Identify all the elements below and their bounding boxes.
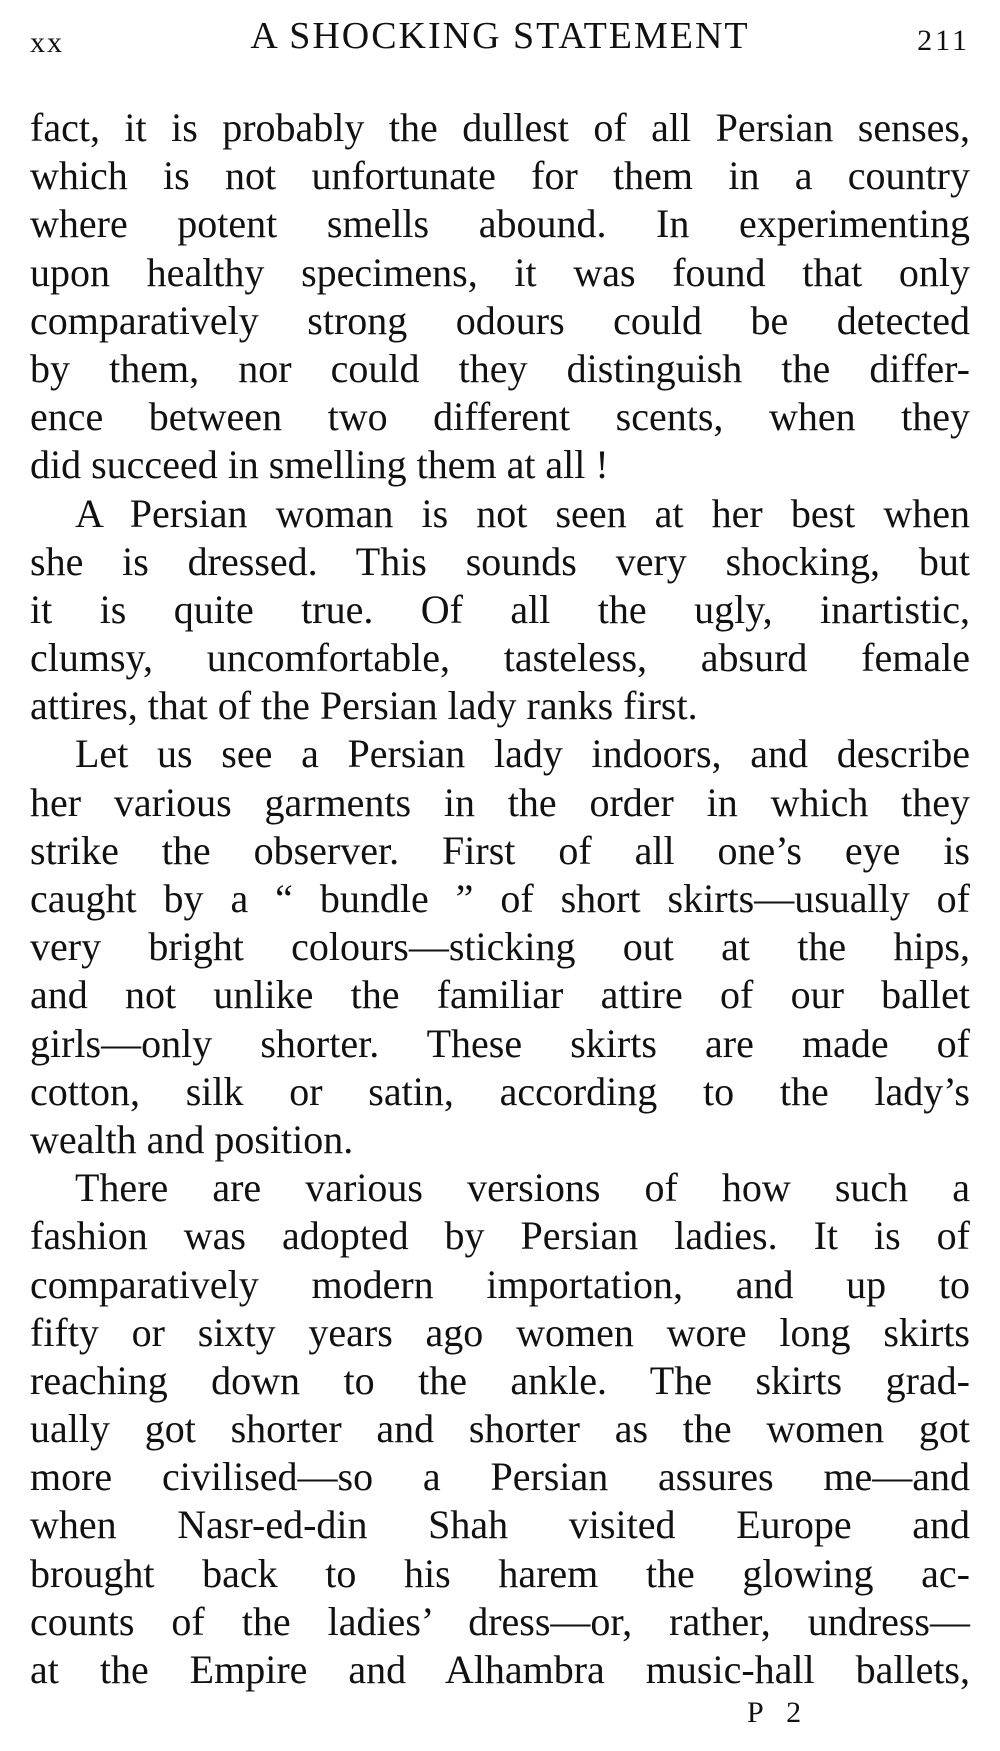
text-line: when Nasr-ed-din Shah visited Europe and — [30, 1502, 970, 1548]
text-line: fact, it is probably the dullest of all Persian senses, — [30, 105, 970, 150]
text-line: A Persian woman is not seen at her best when — [75, 490, 970, 536]
text-line: cotton, silk or satin, according to the lady’s — [30, 1068, 970, 1114]
text-line: more civilised—so a Persian assures me—and — [30, 1454, 970, 1500]
text-line: girls—only shorter. These skirts are made of — [30, 1020, 970, 1066]
text-line: very bright colours—sticking out at the hips, — [30, 924, 970, 970]
text-line: at the Empire and Alhambra music-hall ballets, — [30, 1647, 970, 1692]
text-line: attires, that of the Persian lady ranks first. — [30, 683, 698, 729]
text-line: clumsy, uncomfortable, tasteless, absurd female — [30, 635, 970, 681]
text-line: wealth and position. — [30, 1116, 354, 1162]
text-line: upon healthy specimens, it was found that only — [30, 249, 970, 295]
signature-mark: xx — [30, 26, 64, 59]
text-line: ence between two different scents, when they — [30, 394, 970, 440]
text-line: fashion was adopted by Persian ladies. It is of — [30, 1213, 970, 1259]
text-line: strike the observer. First of all one’s eye is — [30, 827, 970, 873]
text-line: There are various versions of how such a — [75, 1165, 970, 1211]
running-head — [30, 14, 970, 74]
text-line: by them, nor could they distinguish the differ- — [30, 345, 970, 391]
text-line: comparatively strong odours could be detected — [30, 297, 970, 343]
text-line: did succeed in smelling them at all ! — [30, 442, 609, 488]
text-line: brought back to his harem the glowing ac- — [30, 1550, 970, 1596]
page-number: 211 — [917, 24, 970, 57]
text-line: she is dressed. This sounds very shocking, but — [30, 538, 970, 584]
text-line: comparatively modern importation, and up to — [30, 1261, 970, 1307]
body-text — [30, 104, 970, 1694]
text-line: reaching down to the ankle. The skirts grad- — [30, 1357, 970, 1403]
text-line: Let us see a Persian lady indoors, and describe — [75, 731, 970, 777]
text-line: it is quite true. Of all the ugly, inartistic, — [30, 586, 970, 632]
text-line: counts of the ladies’ dress—or, rather, undress— — [30, 1598, 970, 1644]
text-line: and not unlike the familiar attire of our ballet — [30, 972, 970, 1018]
chapter-title: A SHOCKING STATEMENT — [250, 15, 750, 57]
text-line: fifty or sixty years ago women wore long skirts — [30, 1309, 970, 1355]
text-line: where potent smells abound. In experimenting — [30, 201, 970, 247]
text-line: ually got shorter and shorter as the women got — [30, 1406, 970, 1452]
text-line: which is not unfortunate for them in a country — [30, 153, 970, 199]
text-line: her various garments in the order in which they — [30, 779, 970, 825]
printer-signature: P 2 — [747, 1696, 810, 1729]
text-line: caught by a “ bundle ” of short skirts—usually of — [30, 876, 970, 921]
